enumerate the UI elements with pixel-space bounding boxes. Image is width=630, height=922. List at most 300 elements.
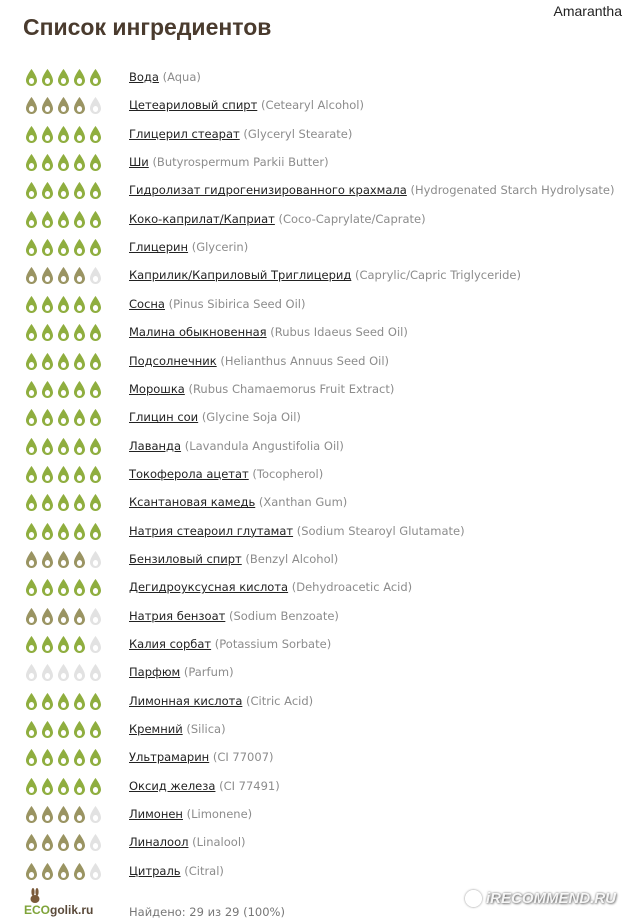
drop-filled-icon xyxy=(72,210,87,230)
safety-rating xyxy=(24,210,103,230)
drop-filled-icon xyxy=(40,125,55,145)
ingredient-name-link[interactable]: Парфюм xyxy=(129,665,181,680)
ingredient-label xyxy=(129,182,614,198)
safety-rating xyxy=(24,408,103,428)
drop-filled-icon xyxy=(40,550,55,570)
drop-filled-icon xyxy=(40,181,55,201)
drop-filled-icon xyxy=(72,408,87,428)
drop-filled-icon xyxy=(56,607,71,627)
ingredient-name-link[interactable]: Калия сорбат xyxy=(129,637,212,651)
drop-filled-icon xyxy=(56,266,71,286)
drop-filled-icon xyxy=(88,493,103,513)
drop-filled-icon xyxy=(24,295,39,315)
drop-empty-icon xyxy=(88,805,103,825)
safety-rating xyxy=(24,522,103,542)
ingredient-name-link[interactable]: Цитраль xyxy=(129,863,181,878)
drop-filled-icon xyxy=(88,380,103,400)
drop-filled-icon xyxy=(24,437,39,457)
ingredient-label xyxy=(129,154,329,170)
drop-filled-icon xyxy=(72,238,87,258)
drop-filled-icon xyxy=(56,748,71,768)
drop-filled-icon xyxy=(88,408,103,428)
ingredient-row xyxy=(0,744,630,772)
drop-filled-icon xyxy=(40,437,55,457)
drop-filled-icon xyxy=(56,578,71,598)
drop-filled-icon xyxy=(72,96,87,116)
ingredient-latin-name: (Butyrospermum Parkii Butter) xyxy=(152,155,329,170)
ingredient-row xyxy=(0,348,630,376)
ingredient-latin-name: (CI 77491) xyxy=(219,778,280,793)
drop-filled-icon xyxy=(88,465,103,485)
ecogolik-logo[interactable] xyxy=(22,888,112,920)
drop-filled-icon xyxy=(88,352,103,372)
drop-filled-icon xyxy=(72,352,87,372)
drop-filled-icon xyxy=(24,805,39,825)
ingredient-row xyxy=(0,659,630,687)
drop-filled-icon xyxy=(56,777,71,797)
ingredient-row xyxy=(0,291,630,319)
ingredient-row xyxy=(0,489,630,517)
safety-rating xyxy=(24,96,103,116)
ingredient-label xyxy=(129,69,201,85)
ingredient-name-link[interactable]: Токоферола ацетат xyxy=(129,466,249,481)
drop-filled-icon xyxy=(24,720,39,740)
ingredient-label xyxy=(129,296,306,312)
ingredient-latin-name: (Citric Acid) xyxy=(246,693,314,708)
drop-filled-icon xyxy=(56,635,71,655)
drop-filled-icon xyxy=(72,805,87,825)
drop-filled-icon xyxy=(56,210,71,230)
drop-empty-icon xyxy=(56,663,71,683)
ingredient-row xyxy=(0,829,630,857)
ingredient-latin-name: (Cetearyl Alcohol) xyxy=(260,98,364,113)
drop-filled-icon xyxy=(56,125,71,145)
safety-rating xyxy=(24,550,103,570)
drop-filled-icon xyxy=(40,295,55,315)
ingredient-row xyxy=(0,603,630,631)
drop-filled-icon xyxy=(24,692,39,712)
ingredient-latin-name: (Hydrogenated Starch Hydrolysate) xyxy=(410,183,615,198)
ingredient-label xyxy=(129,721,226,737)
drop-filled-icon xyxy=(72,68,87,88)
ingredient-latin-name: (Citral) xyxy=(184,863,224,878)
ingredient-label xyxy=(129,267,521,283)
drop-filled-icon xyxy=(88,68,103,88)
ingredient-row xyxy=(0,92,630,120)
ingredient-label xyxy=(129,353,389,369)
drop-filled-icon xyxy=(88,238,103,258)
drop-filled-icon xyxy=(40,522,55,542)
drop-filled-icon xyxy=(72,181,87,201)
ingredient-latin-name: (Benzyl Alcohol) xyxy=(245,551,339,566)
drop-filled-icon xyxy=(56,522,71,542)
drop-filled-icon xyxy=(72,833,87,853)
ingredient-row xyxy=(0,121,630,149)
ingredient-name-link[interactable]: Цетеариловый спирт xyxy=(129,98,258,113)
drop-filled-icon xyxy=(24,153,39,173)
drop-empty-icon xyxy=(88,862,103,882)
drop-filled-icon xyxy=(56,720,71,740)
drop-filled-icon xyxy=(56,493,71,513)
ingredient-name-link[interactable]: Оксид железа xyxy=(129,778,216,793)
drop-filled-icon xyxy=(40,266,55,286)
safety-rating xyxy=(24,493,103,513)
ingredient-latin-name: (Sodium Benzoate) xyxy=(228,608,339,623)
ingredient-latin-name: (Aqua) xyxy=(162,70,201,84)
drop-filled-icon xyxy=(40,238,55,258)
ingredient-label xyxy=(129,579,412,595)
drop-filled-icon xyxy=(88,323,103,343)
ingredient-name-link[interactable]: Бензиловый спирт xyxy=(129,551,242,566)
ingredient-row xyxy=(0,546,630,574)
ingredient-label xyxy=(129,806,252,822)
safety-rating xyxy=(24,777,103,797)
drop-filled-icon xyxy=(40,635,55,655)
ingredient-name-link[interactable]: Ультрамарин xyxy=(129,750,210,765)
ingredient-latin-name: (Coco-Caprylate/Caprate) xyxy=(278,211,426,226)
drop-filled-icon xyxy=(24,607,39,627)
drop-filled-icon xyxy=(72,862,87,882)
safety-rating xyxy=(24,692,103,712)
drop-filled-icon xyxy=(72,465,87,485)
ingredient-row xyxy=(0,773,630,801)
drop-filled-icon xyxy=(88,125,103,145)
ingredient-name-link[interactable]: Глицерин xyxy=(129,240,189,255)
ingredient-name-link[interactable]: Натрия бензоат xyxy=(129,608,226,623)
ingredient-name-link[interactable]: Гидролизат гидрогенизированного крахмала xyxy=(129,183,407,198)
drop-empty-icon xyxy=(88,833,103,853)
drop-filled-icon xyxy=(56,437,71,457)
ingredient-row xyxy=(0,858,630,886)
drop-filled-icon xyxy=(72,323,87,343)
ingredient-label xyxy=(129,834,246,850)
drop-filled-icon xyxy=(24,777,39,797)
drop-empty-icon xyxy=(24,663,39,683)
drop-filled-icon xyxy=(24,493,39,513)
drop-filled-icon xyxy=(24,96,39,116)
ingredient-label xyxy=(129,523,465,539)
drop-filled-icon xyxy=(72,635,87,655)
ingredient-latin-name: (Pinus Sibirica Seed Oil) xyxy=(168,296,306,311)
ingredient-name-link[interactable]: Лимонная кислота xyxy=(129,693,243,708)
drop-filled-icon xyxy=(40,323,55,343)
safety-rating xyxy=(24,748,103,768)
safety-rating xyxy=(24,238,103,258)
ingredient-label xyxy=(129,664,234,680)
ingredient-name-link[interactable]: Коко-каприлат/Каприат xyxy=(129,211,275,226)
drop-filled-icon xyxy=(24,465,39,485)
drop-filled-icon xyxy=(40,720,55,740)
drop-filled-icon xyxy=(56,181,71,201)
safety-rating xyxy=(24,295,103,315)
ingredient-name-link[interactable]: Линалоол xyxy=(129,835,189,850)
ingredient-row xyxy=(0,404,630,432)
drop-filled-icon xyxy=(40,805,55,825)
drop-filled-icon xyxy=(56,862,71,882)
ingredient-name-link[interactable]: Кремний xyxy=(129,722,183,737)
drop-filled-icon xyxy=(24,68,39,88)
drop-filled-icon xyxy=(88,720,103,740)
ingredient-latin-name: (CI 77007) xyxy=(212,750,274,765)
ingredient-row xyxy=(0,177,630,205)
ingredient-latin-name: (Sodium Stearoyl Glutamate) xyxy=(296,523,465,538)
drop-filled-icon xyxy=(40,578,55,598)
drop-filled-icon xyxy=(56,692,71,712)
ingredient-name-link[interactable]: Натрия стеароил глутамат xyxy=(129,523,294,538)
ingredient-name-link[interactable]: Лимонен xyxy=(129,807,183,822)
ingredient-latin-name: (Glycine Soja Oil) xyxy=(201,410,301,425)
ingredient-label xyxy=(129,636,331,652)
ingredient-latin-name: (Rubus Chamaemorus Fruit Extract) xyxy=(188,381,395,396)
drop-filled-icon xyxy=(24,550,39,570)
drop-filled-icon xyxy=(24,862,39,882)
logo-golik: golik.ru xyxy=(50,903,94,917)
drop-filled-icon xyxy=(24,380,39,400)
watermark xyxy=(465,890,616,907)
ingredient-row xyxy=(0,574,630,602)
safety-rating xyxy=(24,607,103,627)
drop-filled-icon xyxy=(72,266,87,286)
ingredient-row xyxy=(0,688,630,716)
drop-empty-icon xyxy=(88,96,103,116)
drop-filled-icon xyxy=(56,238,71,258)
ingredient-latin-name: (Rubus Idaeus Seed Oil) xyxy=(270,325,408,340)
drop-filled-icon xyxy=(88,153,103,173)
bunny-icon xyxy=(28,888,44,904)
safety-rating xyxy=(24,68,103,88)
drop-empty-icon xyxy=(88,550,103,570)
ingredient-label xyxy=(129,551,338,567)
drop-filled-icon xyxy=(40,748,55,768)
drop-filled-icon xyxy=(24,181,39,201)
safety-rating xyxy=(24,266,103,286)
drop-filled-icon xyxy=(72,720,87,740)
drop-filled-icon xyxy=(56,465,71,485)
drop-filled-icon xyxy=(24,748,39,768)
drop-filled-icon xyxy=(24,635,39,655)
safety-rating xyxy=(24,862,103,882)
safety-rating xyxy=(24,465,103,485)
ingredient-row xyxy=(0,716,630,744)
drop-filled-icon xyxy=(56,380,71,400)
drop-empty-icon xyxy=(88,663,103,683)
drop-filled-icon xyxy=(88,181,103,201)
drop-filled-icon xyxy=(88,295,103,315)
drop-filled-icon xyxy=(40,607,55,627)
ingredient-row xyxy=(0,262,630,290)
drop-filled-icon xyxy=(88,692,103,712)
safety-rating xyxy=(24,153,103,173)
drop-filled-icon xyxy=(40,68,55,88)
drop-filled-icon xyxy=(40,380,55,400)
ingredient-latin-name: (Glyceryl Stearate) xyxy=(243,126,353,141)
ingredient-latin-name: (Dehydroacetic Acid) xyxy=(291,580,413,595)
ingredient-latin-name: (Lavandula Angustifolia Oil) xyxy=(184,438,344,453)
ingredient-label xyxy=(129,211,426,227)
safety-rating xyxy=(24,663,103,683)
drop-filled-icon xyxy=(72,748,87,768)
drop-filled-icon xyxy=(24,323,39,343)
drop-filled-icon xyxy=(88,522,103,542)
ingredient-label xyxy=(129,494,347,510)
ingredient-name-link[interactable]: Ксантановая камедь xyxy=(129,495,256,510)
ingredient-label xyxy=(129,438,344,454)
drop-filled-icon xyxy=(24,833,39,853)
ingredient-name-link[interactable]: Дегидроуксусная кислота xyxy=(129,580,289,595)
safety-rating xyxy=(24,635,103,655)
ingredient-label xyxy=(129,778,280,794)
ingredient-row xyxy=(0,319,630,347)
drop-filled-icon xyxy=(72,437,87,457)
watermark-circle-icon xyxy=(465,890,482,907)
ingredient-latin-name: (Linalool) xyxy=(192,835,246,850)
drop-empty-icon xyxy=(88,635,103,655)
drop-filled-icon xyxy=(56,68,71,88)
drop-filled-icon xyxy=(72,493,87,513)
drop-filled-icon xyxy=(72,153,87,173)
ingredient-label xyxy=(129,381,394,397)
ingredient-latin-name: (Caprylic/Capric Triglyceride) xyxy=(354,268,521,283)
drop-filled-icon xyxy=(56,96,71,116)
ingredient-row xyxy=(0,376,630,404)
drop-empty-icon xyxy=(88,607,103,627)
ingredient-latin-name: (Silica) xyxy=(186,722,226,737)
drop-filled-icon xyxy=(56,833,71,853)
ingredient-label xyxy=(129,126,352,142)
safety-rating xyxy=(24,380,103,400)
drop-filled-icon xyxy=(40,96,55,116)
drop-filled-icon xyxy=(88,578,103,598)
safety-rating xyxy=(24,437,103,457)
ingredient-label xyxy=(129,863,224,879)
safety-rating xyxy=(24,805,103,825)
drop-filled-icon xyxy=(72,550,87,570)
username[interactable]: Amarantha xyxy=(553,3,622,19)
ingredient-latin-name: (Parfum) xyxy=(183,665,234,680)
drop-filled-icon xyxy=(24,408,39,428)
drop-filled-icon xyxy=(40,493,55,513)
safety-rating xyxy=(24,578,103,598)
drop-filled-icon xyxy=(40,210,55,230)
ingredient-name-link[interactable]: Каприлик/Каприловый Триглицерид xyxy=(129,268,352,283)
drop-empty-icon xyxy=(72,663,87,683)
ingredient-latin-name: (Limonene) xyxy=(186,807,253,822)
drop-filled-icon xyxy=(40,352,55,372)
drop-filled-icon xyxy=(72,777,87,797)
drop-filled-icon xyxy=(56,323,71,343)
ingredient-name-link[interactable]: Сосна xyxy=(129,296,165,311)
safety-rating xyxy=(24,323,103,343)
drop-filled-icon xyxy=(72,607,87,627)
drop-empty-icon xyxy=(40,663,55,683)
safety-rating xyxy=(24,352,103,372)
ingredient-row xyxy=(0,518,630,546)
drop-filled-icon xyxy=(56,550,71,570)
ingredient-name-link[interactable]: Ши xyxy=(129,155,149,170)
ingredient-row xyxy=(0,234,630,262)
drop-filled-icon xyxy=(72,522,87,542)
safety-rating xyxy=(24,125,103,145)
ingredient-latin-name: (Potassium Sorbate) xyxy=(214,637,332,651)
ingredient-label xyxy=(129,608,339,624)
drop-filled-icon xyxy=(24,352,39,372)
drop-empty-icon xyxy=(88,266,103,286)
drop-filled-icon xyxy=(40,153,55,173)
ingredient-row xyxy=(0,801,630,829)
safety-rating xyxy=(24,720,103,740)
drop-filled-icon xyxy=(40,408,55,428)
ingredient-label xyxy=(129,324,408,340)
ingredient-label xyxy=(129,239,248,255)
drop-filled-icon xyxy=(24,210,39,230)
drop-filled-icon xyxy=(40,833,55,853)
drop-filled-icon xyxy=(88,437,103,457)
ingredient-row xyxy=(0,631,630,659)
drop-filled-icon xyxy=(72,380,87,400)
ingredient-name-link[interactable]: Глицин сои xyxy=(129,410,199,425)
safety-rating xyxy=(24,833,103,853)
ingredient-label xyxy=(129,409,301,425)
ingredient-latin-name: (Xanthan Gum) xyxy=(258,495,348,510)
ingredient-row xyxy=(0,149,630,177)
logo-eco: ECO xyxy=(24,903,51,917)
drop-filled-icon xyxy=(88,210,103,230)
drop-filled-icon xyxy=(40,692,55,712)
ingredient-row xyxy=(0,461,630,489)
drop-filled-icon xyxy=(88,748,103,768)
ingredient-label xyxy=(129,693,313,709)
ingredient-name-link[interactable]: Лаванда xyxy=(129,438,182,453)
ingredient-latin-name: (Tocopherol) xyxy=(252,466,324,481)
ingredient-name-link[interactable]: Подсолнечник xyxy=(129,353,217,368)
ingredient-row xyxy=(0,433,630,461)
drop-filled-icon xyxy=(56,295,71,315)
drop-filled-icon xyxy=(40,465,55,485)
page-title: Список ингредиентов xyxy=(23,14,272,40)
drop-filled-icon xyxy=(24,125,39,145)
ingredient-name-link[interactable]: Малина обыкновенная xyxy=(129,325,267,340)
drop-filled-icon xyxy=(56,153,71,173)
ingredient-row xyxy=(0,206,630,234)
ingredient-latin-name: (Helianthus Annuus Seed Oil) xyxy=(220,353,389,368)
drop-filled-icon xyxy=(56,352,71,372)
drop-filled-icon xyxy=(72,578,87,598)
drop-filled-icon xyxy=(40,777,55,797)
drop-filled-icon xyxy=(24,522,39,542)
found-count: Найдено: 29 из 29 (100%) xyxy=(129,905,285,919)
drop-filled-icon xyxy=(56,805,71,825)
drop-filled-icon xyxy=(40,862,55,882)
ingredient-latin-name: (Glycerin) xyxy=(191,240,249,255)
drop-filled-icon xyxy=(72,692,87,712)
safety-rating xyxy=(24,181,103,201)
ingredient-row xyxy=(0,64,630,92)
drop-filled-icon xyxy=(24,578,39,598)
drop-filled-icon xyxy=(72,295,87,315)
ingredient-name-link[interactable]: Глицерил стеарат xyxy=(129,126,240,141)
drop-filled-icon xyxy=(72,125,87,145)
watermark-text: iRECOMMEND.RU xyxy=(486,890,616,907)
ingredient-name-link[interactable]: Вода xyxy=(129,70,159,84)
drop-filled-icon xyxy=(24,266,39,286)
logo-text xyxy=(24,903,93,917)
drop-filled-icon xyxy=(24,238,39,258)
drop-filled-icon xyxy=(88,777,103,797)
ingredient-label xyxy=(129,466,323,482)
drop-filled-icon xyxy=(56,408,71,428)
ingredient-label xyxy=(129,749,274,765)
ingredient-name-link[interactable]: Морошка xyxy=(129,381,185,396)
